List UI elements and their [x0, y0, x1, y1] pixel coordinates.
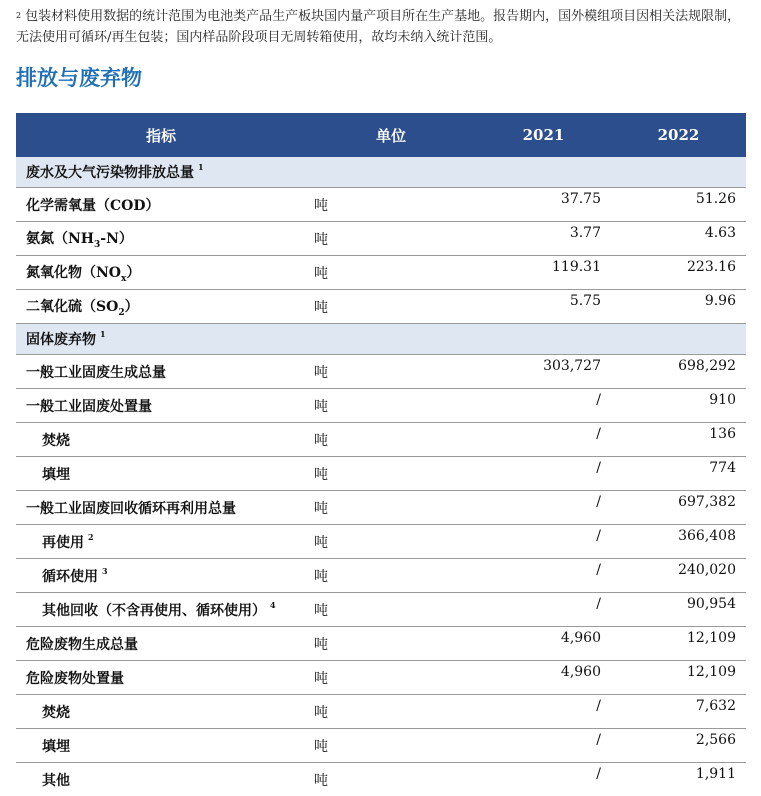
- label-subscript: x: [121, 273, 126, 283]
- row-label: 一般工业固废回收循环再利用总量: [26, 501, 236, 517]
- value-2021: /: [476, 457, 611, 491]
- value-2022: 2,566: [611, 729, 746, 763]
- table-row: [16, 457, 746, 491]
- row-label: 循环使用: [42, 569, 98, 585]
- value-2021: /: [476, 729, 611, 763]
- row-unit: 吨: [306, 661, 476, 695]
- header-indicator: 指标: [16, 113, 306, 157]
- row-label: 一般工业固废处置量: [26, 399, 152, 415]
- value-2022: 136: [611, 423, 746, 457]
- label-part: 氮氧化物（NO: [26, 265, 121, 281]
- row-label: 其他: [42, 773, 70, 789]
- row-unit: 吨: [306, 695, 476, 729]
- section-row-solid-waste: [16, 324, 746, 355]
- row-label: 焚烧: [42, 705, 70, 721]
- value-2022: 12,109: [611, 627, 746, 661]
- value-2021: /: [476, 389, 611, 423]
- value-2021: /: [476, 763, 611, 796]
- header-2022: 2022: [611, 113, 746, 157]
- value-2022: 90,954: [611, 593, 746, 627]
- table-row: [16, 222, 746, 256]
- header-2021: 2021: [476, 113, 611, 157]
- value-2022: 698,292: [611, 355, 746, 389]
- header-unit: 单位: [306, 113, 476, 157]
- value-2022: 7,632: [611, 695, 746, 729]
- row-unit: 吨: [306, 389, 476, 423]
- value-2021: 4,960: [476, 661, 611, 695]
- value-2021: /: [476, 593, 611, 627]
- row-label: 填埋: [42, 467, 70, 483]
- value-2022: 774: [611, 457, 746, 491]
- value-2021: 119.31: [476, 256, 611, 290]
- table-row: [16, 661, 746, 695]
- row-label: 化学需氧量（COD）: [16, 188, 306, 222]
- value-2021: /: [476, 423, 611, 457]
- row-unit: 吨: [306, 256, 476, 290]
- value-2022: 9.96: [611, 290, 746, 324]
- table-row: [16, 355, 746, 389]
- value-2021: 4,960: [476, 627, 611, 661]
- table-row: [16, 729, 746, 763]
- value-2021: 5.75: [476, 290, 611, 324]
- label-subscript: 3: [94, 239, 100, 249]
- section-label: 固体废弃物: [26, 332, 96, 348]
- label-part: ）: [126, 265, 140, 281]
- table-row: [16, 559, 746, 593]
- note-marker: 2: [88, 532, 94, 542]
- label-part: ）: [125, 299, 139, 315]
- row-label: 填埋: [42, 739, 70, 755]
- row-label: [16, 222, 306, 256]
- label-subscript: 2: [118, 307, 124, 317]
- value-2021: /: [476, 491, 611, 525]
- row-unit: 吨: [306, 729, 476, 763]
- row-label: 再使用: [42, 535, 84, 551]
- note-marker: 1: [100, 329, 106, 339]
- section-row-wastewater-air: [16, 157, 746, 188]
- value-2022: 240,020: [611, 559, 746, 593]
- note-marker: 3: [102, 566, 108, 576]
- value-2021: /: [476, 559, 611, 593]
- value-2021: 3.77: [476, 222, 611, 256]
- table-row: [16, 627, 746, 661]
- note-marker: 1: [198, 162, 204, 172]
- value-2022: 51.26: [611, 188, 746, 222]
- table-row: [16, 188, 746, 222]
- row-unit: 吨: [306, 491, 476, 525]
- row-unit: 吨: [306, 290, 476, 324]
- value-2021: 303,727: [476, 355, 611, 389]
- row-label: 一般工业固废生成总量: [26, 365, 166, 381]
- emissions-table: [16, 113, 746, 796]
- value-2021: 37.75: [476, 188, 611, 222]
- row-label: 危险废物生成总量: [26, 637, 138, 653]
- table-row: [16, 256, 746, 290]
- footnote-marker: 2: [16, 11, 21, 20]
- value-2021: /: [476, 525, 611, 559]
- table-row: [16, 491, 746, 525]
- row-unit: 吨: [306, 593, 476, 627]
- value-2022: 223.16: [611, 256, 746, 290]
- value-2022: 910: [611, 389, 746, 423]
- row-unit: 吨: [306, 457, 476, 491]
- label-part: -N）: [100, 231, 133, 247]
- table-row: [16, 525, 746, 559]
- row-label: 危险废物处置量: [26, 671, 124, 687]
- section-label: 废水及大气污染物排放总量: [26, 165, 194, 181]
- value-2022: 12,109: [611, 661, 746, 695]
- section-title: 排放与废弃物: [16, 62, 142, 92]
- value-2022: 1,911: [611, 763, 746, 796]
- table-row: [16, 423, 746, 457]
- row-label: 焚烧: [42, 433, 70, 449]
- row-label: [16, 290, 306, 324]
- row-unit: 吨: [306, 763, 476, 796]
- note-marker: 4: [270, 600, 276, 610]
- row-unit: 吨: [306, 525, 476, 559]
- table-header-row: [16, 113, 746, 157]
- value-2022: 4.63: [611, 222, 746, 256]
- row-unit: 吨: [306, 188, 476, 222]
- row-unit: 吨: [306, 222, 476, 256]
- footnote-text: 包装材料使用数据的统计范围为电池类产品生产板块国内量产项目所在生产基地。报告期内，国外模组项目因相关法规限制，无法使用可循环/再生包装；国内样品阶段项目无周转箱使用，故均未纳入统计范围。: [16, 9, 740, 45]
- footnote: [16, 6, 746, 48]
- value-2021: /: [476, 695, 611, 729]
- table-row: [16, 763, 746, 796]
- table-row: [16, 593, 746, 627]
- row-unit: 吨: [306, 423, 476, 457]
- label-part: 二氧化硫（SO: [26, 299, 118, 315]
- row-unit: 吨: [306, 355, 476, 389]
- row-unit: 吨: [306, 627, 476, 661]
- table-row: [16, 389, 746, 423]
- value-2022: 697,382: [611, 491, 746, 525]
- table-row: [16, 290, 746, 324]
- label-part: 氨氮（NH: [26, 231, 94, 247]
- row-label: [16, 256, 306, 290]
- row-label: 其他回收（不含再使用、循环使用）: [42, 603, 266, 619]
- table-row: [16, 695, 746, 729]
- row-unit: 吨: [306, 559, 476, 593]
- value-2022: 366,408: [611, 525, 746, 559]
